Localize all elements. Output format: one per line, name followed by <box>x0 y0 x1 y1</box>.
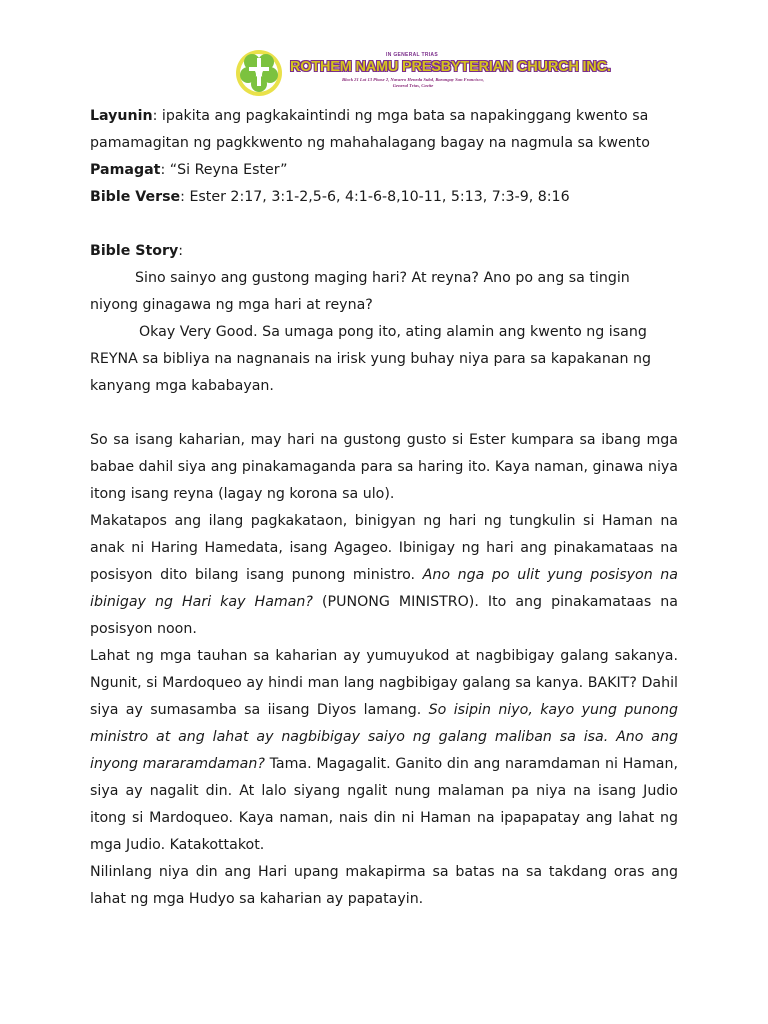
pamagat-line <box>90 157 678 184</box>
story-paragraph-6: Nilinlang niya din ang Hari upang makapirma sa batas na sa takdang oras ang lahat ng mga Hudyo sa kaharian ay papatayin. <box>90 864 678 907</box>
layunin-text: : ipakita ang pagkakaintindi ng mga bata sa napakinggang kwento sa pamamagitan ng pagkkwento ng mahahalagang bagay na nagmula sa kwento <box>90 108 650 151</box>
story-paragraph-4 <box>90 508 678 643</box>
layunin-label: Layunin <box>90 108 153 124</box>
story-paragraph-2: Okay Very Good. Sa umaga pong ito, ating alamin ang kwento ng isang REYNA sa bibliya na nagnanais na irisk yung buhay niya para sa kapakanan ng kanyang mga kababayan. <box>90 324 652 394</box>
pamagat-label: Pamagat <box>90 162 161 178</box>
story-paragraph-5 <box>90 643 678 859</box>
layunin-line <box>90 103 678 157</box>
church-header <box>232 48 611 98</box>
bible-verse-label: Bible Verse <box>90 189 181 205</box>
story-p4-question: Ano nga po ulit yung posisyon na ibinigay ng Hari kay Haman? <box>90 567 678 610</box>
story-p5-text-a: Lahat ng mga tauhan sa kaharian ay yumuyukod at nagbibigay galang sakanya. Ngunit, si Mardoqueo ay hindi man lang nagbibigay galang sa kanya. BAKIT? Dahil siya ay sumasamba sa iisang Diyos lamang. <box>90 648 678 718</box>
bible-verse-line <box>90 184 678 211</box>
address-line-2: General Trias, Cavite <box>392 83 434 88</box>
story-p4-text-b: (PUNONG MINISTRO). Ito ang pinakamataas na posisyon noon. <box>90 594 678 637</box>
org-location-text: IN GENERAL TRIAS <box>386 52 438 58</box>
story-p4-text-a: Makatapos ang ilang pagkakataon, binigyan ng hari ng tungkulin si Haman na anak ni Haring Hamedata, isang Agageo. Ibinigay ng hari ang pinakamataas na posisyon dito bilang isang punong ministro. <box>90 513 678 583</box>
lesson-content <box>90 103 678 913</box>
bible-story-colon: : <box>178 243 184 259</box>
story-p5-text-b: Tama. Magagalit. Ganito din ang naramdaman ni Haman, siya ay nagalit din. At lalo siyang ngalit nung malaman pa niya na isang Judio itong si Mardoqueo. Kaya naman, nais din ni Haman na ipapapatay ang lahat ng mga Judio. Katakottakot. <box>90 756 678 853</box>
church-address <box>328 77 498 89</box>
bible-verse-text: : Ester 2:17, 3:1-2,5-6, 4:1-6-8,10-11, 5:13, 7:3-9, 8:16 <box>180 189 570 205</box>
bible-story-label: Bible Story <box>90 243 179 259</box>
pamagat-text: : “Si Reyna Ester” <box>160 162 288 178</box>
bible-story-heading <box>90 238 678 265</box>
church-logo-icon <box>234 48 284 98</box>
story-paragraph-1: Sino sainyo ang gustong maging hari? At reyna? Ano po ang sa tingin niyong ginagawa ng mga hari at reyna? <box>90 270 630 313</box>
story-paragraph-3: So sa isang kaharian, may hari na gustong gusto si Ester kumpara sa ibang mga babae dahil siya ang pinakamaganda para sa haring ito. Kaya naman, ginawa niya itong isang reyna (lagay ng korona sa ulo). <box>90 432 678 502</box>
church-name: ROTHEM NAMU PRESBYTERIAN CHURCH INC. <box>290 59 611 75</box>
address-line-1: Block 21 Lot 13 Phase 2, Navarro Heneda Subd, Barangay San Francisco, <box>342 77 484 82</box>
story-p5-question: So isipin niyo, kayo yung punong ministro at ang lahat ay nagbibigay saiyo ng galang maliban sa isa. Ano ang inyong mararamdaman? <box>90 702 678 772</box>
